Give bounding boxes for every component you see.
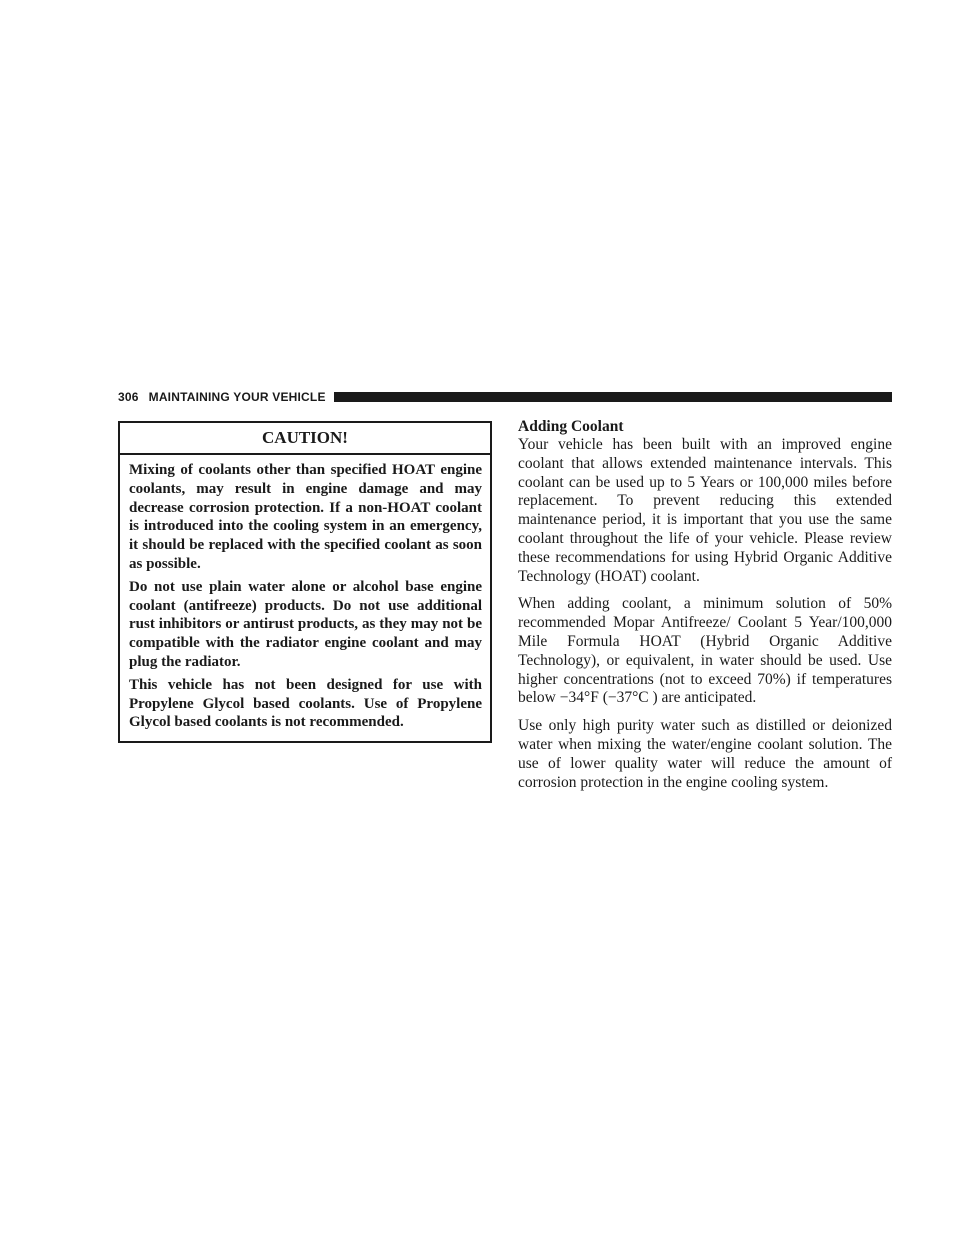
caution-paragraph: Do not use plain water alone or alcohol base engine coolant (antifreeze) products. Do not use additional rust inhibitors or antirust products, as they may not be compatible with the radiator engine coolant and may plug the radiator.: [129, 578, 482, 670]
body-paragraph: Your vehicle has been built with an improved engine coolant that allows extended maintenance intervals. This coolant can be used up to 5 Years or 100,000 miles before replacement. To prevent reducing this extended maintenance period, it is important that you use the same coolant throughout the life of your vehicle. Please review these recommendations for using Hybrid Organic Additive Technology (HOAT) coolant.: [518, 436, 892, 585]
section-title: MAINTAINING YOUR VEHICLE: [148, 390, 326, 404]
body-paragraph: When adding coolant, a minimum solution of 50% recommended Mopar Antifreeze/ Coolant 5 Year/100,000 Mile Formula HOAT (Hybrid Organic Additive Technology), or equivalent, in water should be used. Use higher concentrations (not to exceed 70%) if temperatures below −34°F (−37°C ) are anticipated.: [518, 595, 892, 707]
page-number: 306: [118, 390, 139, 404]
caution-paragraph: Mixing of coolants other than specified HOAT engine coolants, may result in engine damage and may decrease corrosion protection. If a non-HOAT coolant is introduced into the cooling system in an emergency, it should be replaced with the specified coolant as soon as possible.: [129, 462, 482, 572]
caution-title: CAUTION!: [120, 423, 490, 455]
section-heading: Adding Coolant: [518, 418, 624, 435]
page-header: [118, 389, 892, 405]
caution-box: [118, 421, 492, 743]
caution-paragraph: This vehicle has not been designed for use with Propylene Glycol based coolants. Use of Propylene Glycol based coolants is not recommended.: [129, 676, 482, 731]
caution-body: [120, 455, 490, 732]
body-paragraph: Use only high purity water such as distilled or deionized water when mixing the water/engine coolant solution. The use of lower quality water will reduce the amount of corrosion protection in the engine cooling system.: [518, 717, 892, 791]
header-rule: [334, 392, 892, 402]
adding-coolant-section: [518, 417, 892, 801]
